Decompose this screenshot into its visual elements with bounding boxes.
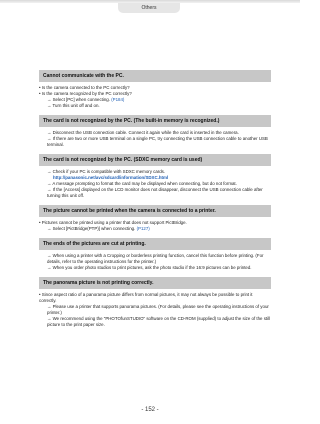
section	[39, 154, 271, 199]
list-item-with-link[interactable]: → Select [PictBridge(PTP)] when connecting. (P127)	[47, 226, 150, 231]
section-heading: The picture cannot be printed when the camera is connected to a printer.	[39, 205, 271, 217]
list-item: • Since aspect ratio of a panorama picture differs from normal pictures, it may not always be possible to print it correctly.	[39, 292, 253, 303]
section-heading: The card is not recognized by the PC. (SDXC memory card is used)	[39, 154, 271, 166]
troubleshooting-content	[39, 70, 271, 334]
section	[39, 115, 271, 148]
list-item-with-link[interactable]: http://panasonic.net/avc/sdcard/information/SDXC.html	[53, 175, 169, 180]
list-item: → If the [Access] displayed on the LCD monitor does not disappear, disconnect the USB connection cable after turning this unit off.	[47, 187, 263, 198]
page-reference-link[interactable]: (P127)	[136, 226, 150, 231]
list-item-with-link[interactable]: → Select [PC] when connecting. (P184)	[47, 97, 125, 102]
section-heading: The card is not recognized by the PC. (The built-in memory is recognized.)	[39, 115, 271, 127]
list-item: → We recommend using the "PHOTOfunSTUDIO" software on the CD-ROM (supplied) to adjust the size of the still picture to the print paper size.	[47, 316, 271, 327]
page-number: - 152 -	[141, 407, 159, 413]
section	[39, 70, 271, 109]
section	[39, 277, 271, 328]
section	[39, 205, 271, 232]
list-item: → When you order photo studios to print pictures, ask the photo studio if the 16:9 pictures can be printed.	[47, 265, 252, 270]
section-heading: Cannot communicate with the PC.	[39, 70, 271, 82]
section-heading: The ends of the pictures are cut at printing.	[39, 238, 271, 250]
section	[39, 238, 271, 271]
page-reference-link[interactable]: (P184)	[111, 97, 125, 102]
list-item: → Please use a printer that supports panorama pictures. (For details, please see the operating instructions of your printer.)	[47, 304, 269, 315]
list-item: → Check if your PC is compatible with SDXC memory cards.	[47, 169, 166, 174]
list-item: → When using a printer with a Cropping or borderless printing function, cancel this function before printing. (For details, refer to the operating instructions for the printer.)	[47, 253, 264, 264]
list-item: • Is the camera recognized by the PC correctly?	[39, 91, 132, 96]
list-item: → Turn this unit off and on.	[47, 103, 100, 108]
list-item: → A message prompting to format the card may be displayed when connecting, but do not format.	[47, 181, 237, 186]
list-item: → If there are two or more USB terminal on a single PC, try connecting the USB connection cable to another USB terminal.	[47, 136, 268, 147]
section-heading: The panorama picture is not printing correctly.	[39, 277, 271, 289]
header-tab	[0, 0, 300, 14]
list-item: → Disconnect the USB connection cable. Connect it again while the card is inserted in the camera.	[47, 130, 239, 135]
list-item: • Pictures cannot be printed using a printer that does not support PictBridge.	[39, 220, 187, 225]
list-item: • Is the camera connected to the PC correctly?	[39, 85, 130, 90]
header-tab-label: Others	[118, 3, 180, 13]
